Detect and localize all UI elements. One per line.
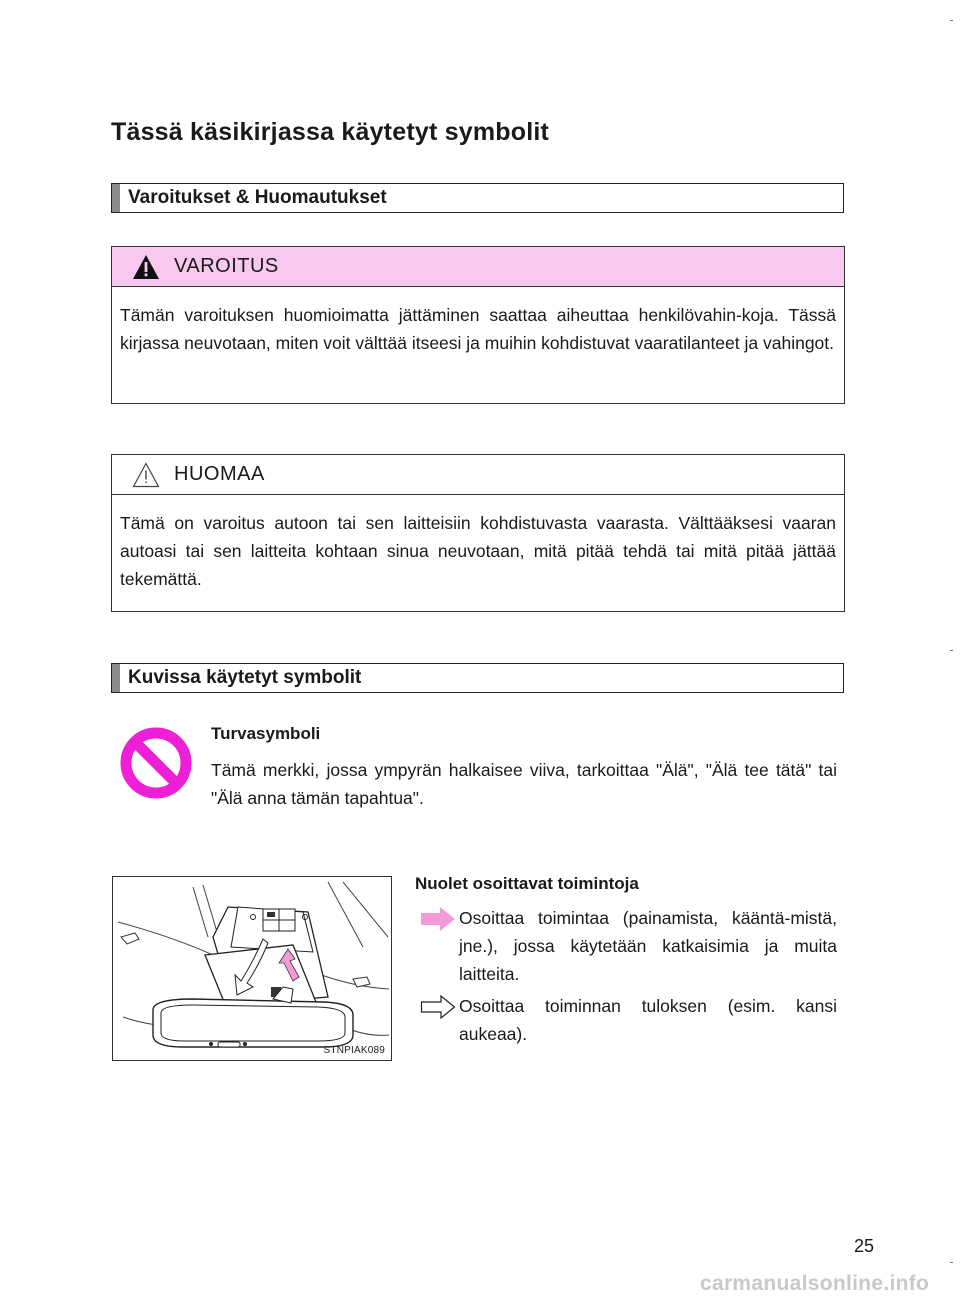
watermark: carmanualsonline.info bbox=[700, 1272, 930, 1295]
warning-box bbox=[111, 246, 845, 404]
margin-tick bbox=[950, 1262, 953, 1263]
warning-box-title: VAROITUS bbox=[174, 255, 279, 277]
section-marker bbox=[112, 184, 120, 212]
caution-box-title: HUOMAA bbox=[174, 463, 265, 485]
arrows-action-text: Osoittaa toimintaa (painamista, kääntä-mistä, jne.), jossa käytetään katkaisimia ja muita laitteita. bbox=[459, 908, 837, 984]
section-heading-warnings bbox=[111, 183, 844, 213]
warning-triangle-filled-icon bbox=[132, 254, 160, 280]
page-title: Tässä käsikirjassa käytetyt symbolit bbox=[111, 118, 550, 146]
caution-box bbox=[111, 454, 845, 612]
margin-tick bbox=[950, 650, 953, 651]
overhead-console-illustration bbox=[112, 876, 392, 1061]
safety-symbol-title: Turvasymboli bbox=[211, 724, 321, 743]
section-heading-label: Kuvissa käytetyt symbolit bbox=[128, 667, 362, 688]
warning-box-header bbox=[112, 247, 844, 287]
warning-triangle-outline-icon bbox=[132, 462, 160, 488]
prohibition-icon bbox=[120, 727, 192, 799]
section-marker bbox=[112, 664, 120, 692]
caution-box-text: Tämä on varoitus autoon tai sen laitteisiin kohdistuvasta vaarasta. Välttääksesi vaaran autoasi tai sen laitteita kohtaan sinua neuvotaan, mitä pitää tehdä tai mitä pitää jättää tekemättä. bbox=[120, 513, 836, 589]
margin-tick bbox=[950, 20, 953, 21]
section-heading-symbols bbox=[111, 663, 844, 693]
safety-symbol-text: Tämä merkki, jossa ympyrän halkaisee viiva, tarkoittaa "Älä", "Älä tee tätä" tai "Älä anna tämän tapahtua". bbox=[211, 760, 837, 808]
illustration-code: STNPIAK089 bbox=[323, 1045, 385, 1056]
section-heading-label: Varoitukset & Huomautukset bbox=[128, 187, 387, 208]
pink-arrow-icon bbox=[420, 906, 456, 932]
arrows-result-text: Osoittaa toiminnan tuloksen (esim. kansi aukeaa). bbox=[459, 996, 837, 1044]
warning-box-text: Tämän varoituksen huomioimatta jättäminen saattaa aiheuttaa henkilövahin-koja. Tässä kirjassa neuvotaan, miten voit välttää itseesi ja muihin kohdistuvat vaaratilanteet ja vahingot. bbox=[120, 305, 836, 353]
page-number: 25 bbox=[854, 1236, 875, 1256]
caution-box-header bbox=[112, 455, 844, 495]
outline-arrow-icon bbox=[420, 994, 456, 1020]
arrows-title: Nuolet osoittavat toimintoja bbox=[415, 874, 639, 893]
